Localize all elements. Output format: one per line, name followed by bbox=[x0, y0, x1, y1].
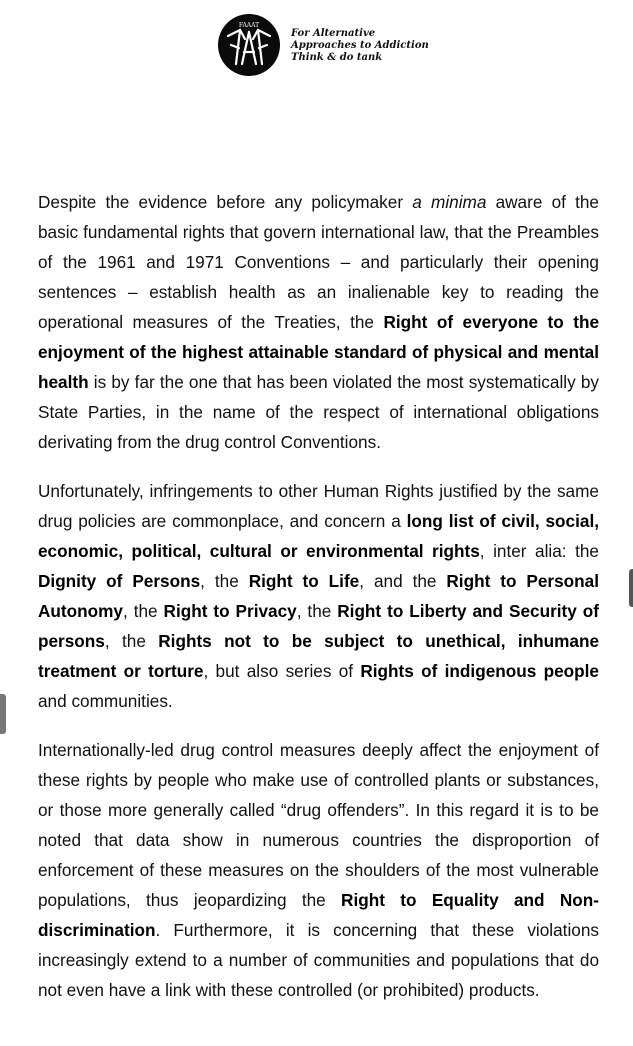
text-segment: is by far the one that has been violated the most systematically by State Parties, in the name of the respect of international obligations derivating from the drug control Conventions. bbox=[38, 372, 599, 452]
left-edge-tab[interactable] bbox=[0, 694, 6, 734]
italic-phrase: a minima bbox=[412, 192, 487, 212]
text-segment: Despite the evidence before any policymaker bbox=[38, 192, 413, 212]
text-segment: , but also series of bbox=[203, 661, 361, 681]
text-segment: and communities. bbox=[38, 691, 173, 711]
bold-phrase: long list of civil, social, economic, political, cultural or environmental rights bbox=[38, 511, 599, 561]
right-edge-tab[interactable] bbox=[629, 569, 633, 607]
bold-phrase: Right of everyone to the enjoyment of the highest attainable standard of physical and mental health bbox=[38, 312, 600, 392]
tagline bbox=[291, 28, 429, 64]
paragraph-1 bbox=[38, 187, 599, 457]
tagline-line-1: For Alternative bbox=[291, 28, 376, 39]
text-segment: Internationally-led drug control measures deeply affect the enjoyment of these rights by people who make use of controlled plants or substances, or those more generally called “drug offenders”. In this regard it is to be noted that data show in numerous countries the disproportion of enforcement of these measures on the shoulders of the most vulnerable populations, thus jeopardizing the bbox=[38, 740, 599, 910]
text-segment: , the bbox=[104, 631, 159, 651]
text-segment: aware of the basic fundamental rights that govern international law, that the Preambles of the 1961 and 1971 Conventions – and particularly their opening sentences – establish health as an inalienable key to reading the operational measures of the Treaties, the bbox=[38, 192, 599, 332]
tagline-line-2: Approaches to Addiction bbox=[291, 40, 429, 51]
bold-phrase: Right to Personal Autonomy bbox=[38, 571, 599, 621]
bold-phrase: Rights of indigenous people bbox=[360, 661, 599, 681]
paragraph-3 bbox=[38, 735, 599, 1005]
tagline-line-3: Think & do tank bbox=[291, 52, 383, 63]
bold-phrase: Rights not to be subject to unethical, inhumane treatment or torture bbox=[38, 631, 600, 681]
bold-phrase: Right to Life bbox=[248, 571, 360, 591]
text-segment: Unfortunately, infringements to other Human Rights justified by the same drug policies are commonplace, and concern a bbox=[38, 481, 599, 531]
bold-phrase: Right to Liberty and Security of persons bbox=[38, 601, 599, 651]
site-header bbox=[218, 14, 478, 78]
logo-lettering: FAAAT bbox=[238, 22, 260, 29]
text-segment: , the bbox=[296, 601, 338, 621]
text-segment: , the bbox=[200, 571, 249, 591]
text-segment: , the bbox=[122, 601, 164, 621]
text-segment: , and the bbox=[359, 571, 447, 591]
text-segment: . Furthermore, it is concerning that these violations increasingly extend to a number of communities and populations that do not even have a link with these controlled (or prohibited) products. bbox=[38, 920, 599, 1000]
bold-phrase: Right to Equality and Non-discrimination bbox=[38, 890, 600, 940]
bold-phrase: Right to Privacy bbox=[163, 601, 297, 621]
paragraph-2 bbox=[38, 476, 599, 716]
text-segment: , inter alia: the bbox=[479, 541, 599, 561]
bold-phrase: Dignity of Persons bbox=[38, 571, 201, 591]
article-body bbox=[38, 187, 599, 1024]
faaat-logo[interactable] bbox=[218, 14, 280, 76]
